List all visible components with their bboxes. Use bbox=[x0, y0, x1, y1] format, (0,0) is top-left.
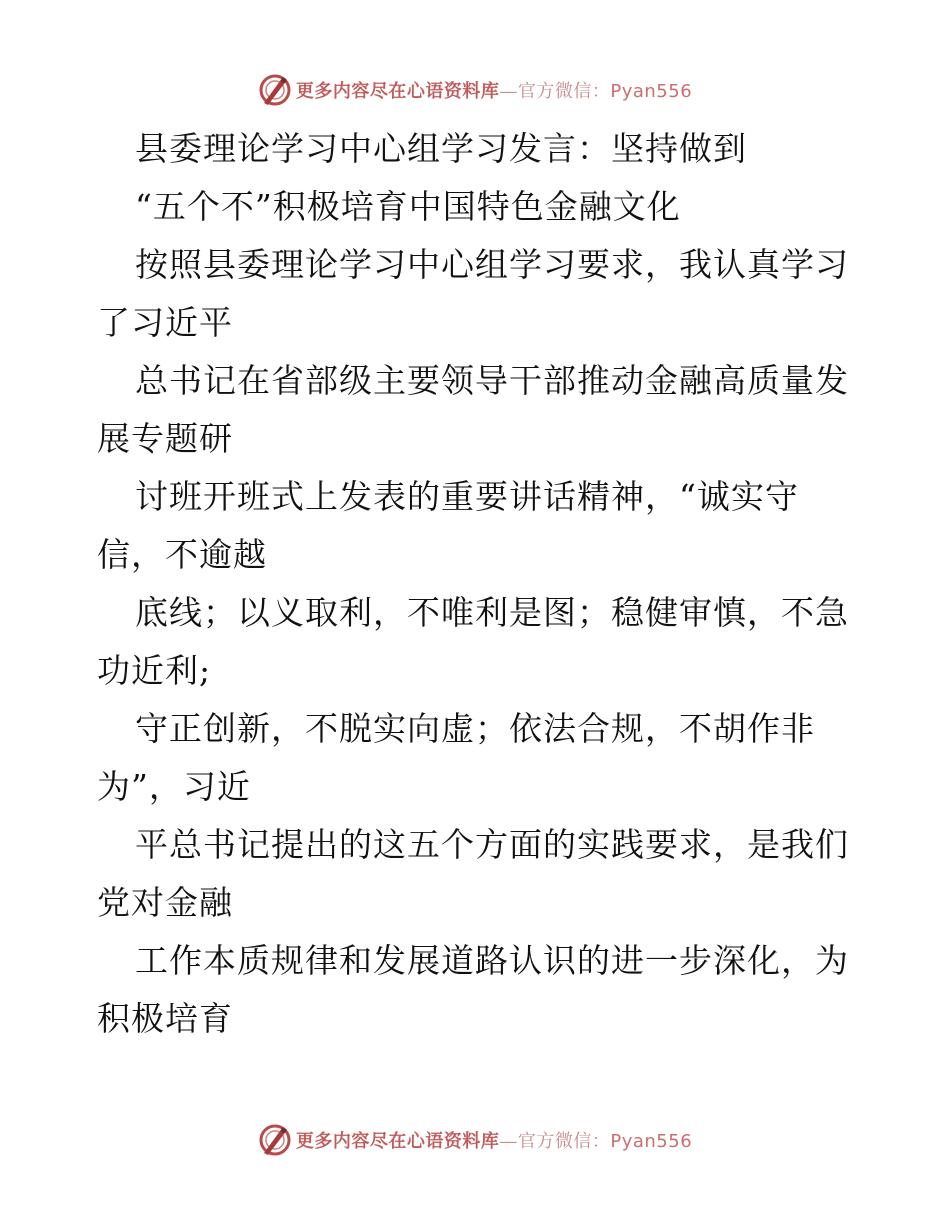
paragraph-6-line-1: 平总书记提出的这五个方面的实践要求，是我们 bbox=[135, 825, 849, 864]
paragraph-1-line-1: 按照县委理论学习中心组学习要求，我认真学习 bbox=[135, 245, 849, 284]
watermark-account: Pyan556 bbox=[610, 1131, 693, 1152]
watermark-wechat-label: 官方微信： bbox=[517, 81, 611, 102]
pen-logo-icon bbox=[258, 73, 292, 107]
watermark-site-text: 更多内容尽在心语资料库 bbox=[295, 81, 500, 102]
paragraph-7-line-2: 积极培育 bbox=[97, 999, 233, 1038]
paragraph-3-line-2: 信，不逾越 bbox=[97, 535, 267, 574]
watermark-dash: — bbox=[499, 1131, 518, 1152]
paragraph-5-line-2: 为”，习近 bbox=[97, 767, 251, 806]
title-line-2: “五个不”积极培育中国特色金融文化 bbox=[135, 187, 681, 226]
paragraph-4-line-1: 底线；以义取利，不唯利是图；稳健审慎，不急 bbox=[135, 593, 849, 632]
document-body bbox=[97, 120, 857, 1048]
paragraph-6-line-2: 党对金融 bbox=[97, 883, 233, 922]
paragraph-2-line-2: 展专题研 bbox=[97, 419, 233, 458]
watermark-text bbox=[296, 77, 692, 103]
paragraph-4-line-2: 功近利; bbox=[97, 651, 212, 690]
pen-logo-icon bbox=[258, 1123, 292, 1157]
footer-watermark bbox=[0, 1120, 950, 1160]
paragraph-2-line-1: 总书记在省部级主要领导干部推动金融高质量发 bbox=[135, 361, 849, 400]
watermark-site-text: 更多内容尽在心语资料库 bbox=[295, 1131, 500, 1152]
paragraph-1-line-2: 了习近平 bbox=[97, 303, 233, 342]
watermark-text bbox=[296, 1127, 692, 1153]
title-line-1: 县委理论学习中心组学习发言：坚持做到 bbox=[135, 129, 747, 168]
watermark-dash: — bbox=[499, 81, 518, 102]
watermark-account: Pyan556 bbox=[610, 81, 693, 102]
watermark-wechat-label: 官方微信： bbox=[517, 1131, 611, 1152]
paragraph-5-line-1: 守正创新，不脱实向虚；依法合规，不胡作非 bbox=[135, 709, 815, 748]
header-watermark bbox=[0, 70, 950, 110]
paragraph-3-line-1: 讨班开班式上发表的重要讲话精神，“诚实守 bbox=[135, 477, 799, 516]
paragraph-7-line-1: 工作本质规律和发展道路认识的进一步深化，为 bbox=[135, 941, 849, 980]
